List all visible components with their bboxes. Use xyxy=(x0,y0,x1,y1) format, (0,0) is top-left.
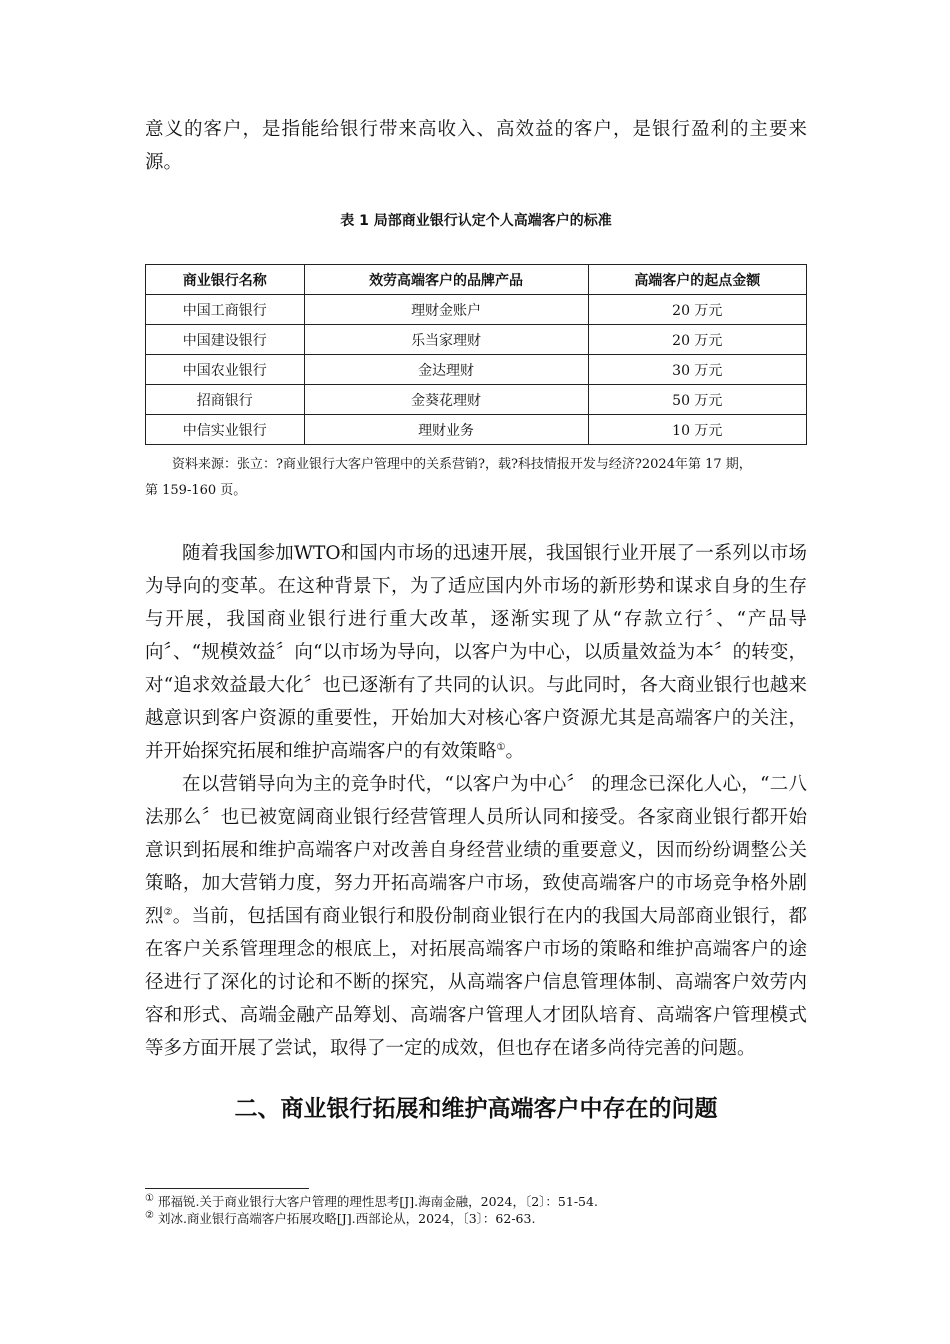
table-row xyxy=(146,325,807,355)
paragraph-competition xyxy=(145,768,807,1065)
paragraph-competition-text: 在以营销导向为主的竞争时代，“以客户为中心〞 的理念已深化人心，“二八法那么〞也已被宽阔商业银行经营管理人员所认同和接受。各家商业银行都开始意识到拓展和维护高端客户对改善自身经营业绩的重要意义，因而纷纷调整公关策略，加大营销力度，努力开拓高端客户市场，致使高端客户的市场竞争格外剧烈 xyxy=(145,774,807,927)
footnote-divider xyxy=(145,1188,309,1189)
table-header-row xyxy=(146,265,807,295)
header-min-amount: 高端客户的起点金额 xyxy=(588,265,806,295)
cell-bank: 招商银行 xyxy=(146,385,305,415)
cell-amount: 30 万元 xyxy=(588,355,806,385)
footnote-text: 邢福锐.关于商业银行大客户管理的理性思考[J].海南金融，2024，〔2〕：51-54. xyxy=(153,1194,598,1209)
section-heading: 二、商业银行拓展和维护高端客户中存在的问题 xyxy=(234,1096,718,1122)
source-line-1: 资料来源：张立：?商业银行大客户管理中的关系营销?，载?科技情报开发与经济?2024年第 17 期， xyxy=(172,457,752,472)
cell-bank: 中信实业银行 xyxy=(146,415,305,445)
cell-amount: 20 万元 xyxy=(588,325,806,355)
cell-amount: 20 万元 xyxy=(588,295,806,325)
footnote-mark: ① xyxy=(145,1192,154,1204)
footnote-text: 刘冰.商业银行高端客户拓展攻略[J].西部论从，2024，〔3〕：62-63. xyxy=(153,1211,536,1226)
paragraph-intro: 意义的客户，是指能给银行带来高收入、高效益的客户，是银行盈利的主要来源。 xyxy=(145,119,807,173)
table-source-note xyxy=(145,452,807,504)
footnote-ref-1[interactable]: ① xyxy=(496,741,506,753)
paragraph-reform-text: 随着我国参加WTO和国内市场的迅速开展，我国银行业开展了一系列以市场为导向的变革。在这种背景下，为了适应国内外市场的新形势和谋求自身的生存与开展，我国商业银行进行重大改革，逐渐实现了从“存款立行〞、“产品导向〞、“规模效益〞向“以市场为导向，以客户为中心，以质量效益为本〞的转变，对“追求效益最大化〞也已逐渐有了共同的认识。与此同时，各大商业银行也越来越意识到客户资源的重要性，开始加大对核心客户资源尤其是高端客户的关注，并开始探究拓展和维护高端客户的有效策略 xyxy=(145,543,807,762)
footnote-1 xyxy=(145,1193,807,1210)
table-caption: 表 1 局部商业银行认定个人高端客户的标准 xyxy=(340,213,612,229)
cell-product: 金葵花理财 xyxy=(304,385,588,415)
cell-bank: 中国建设银行 xyxy=(146,325,305,355)
table-row xyxy=(146,385,807,415)
paragraph-competition-end: 。当前，包括国有商业银行和股份制商业银行在内的我国大局部商业银行，都在客户关系管理理念的根底上，对拓展高端客户市场的策略和维护高端客户的途径进行了深化的讨论和不断的探究，从高端客户信息管理体制、高端客户效劳内容和形式、高端金融产品筹划、高端客户管理人才团队培育、高端客户管理模式等多方面开展了尝试，取得了一定的成效，但也存在诸多尚待完善的问题。 xyxy=(145,906,807,1059)
cell-product: 金达理财 xyxy=(304,355,588,385)
header-brand-product: 效劳高端客户的品牌产品 xyxy=(304,265,588,295)
header-bank-name: 商业银行名称 xyxy=(146,265,305,295)
footnotes xyxy=(145,1193,807,1227)
table-row xyxy=(146,295,807,325)
cell-amount: 10 万元 xyxy=(588,415,806,445)
footnote-2 xyxy=(145,1210,807,1227)
high-end-client-standards-table xyxy=(145,264,807,445)
cell-product: 理财业务 xyxy=(304,415,588,445)
cell-amount: 50 万元 xyxy=(588,385,806,415)
table-row xyxy=(146,355,807,385)
footnote-ref-2[interactable]: ② xyxy=(163,906,173,918)
cell-bank: 中国农业银行 xyxy=(146,355,305,385)
paragraph-reform-end: 。 xyxy=(505,741,524,762)
cell-product: 乐当家理财 xyxy=(304,325,588,355)
cell-product: 理财金账户 xyxy=(304,295,588,325)
paragraph-reform xyxy=(145,537,807,768)
table-row xyxy=(146,415,807,445)
footnote-mark: ② xyxy=(145,1209,154,1221)
cell-bank: 中国工商银行 xyxy=(146,295,305,325)
source-line-2: 第 159-160 页。 xyxy=(145,483,247,498)
